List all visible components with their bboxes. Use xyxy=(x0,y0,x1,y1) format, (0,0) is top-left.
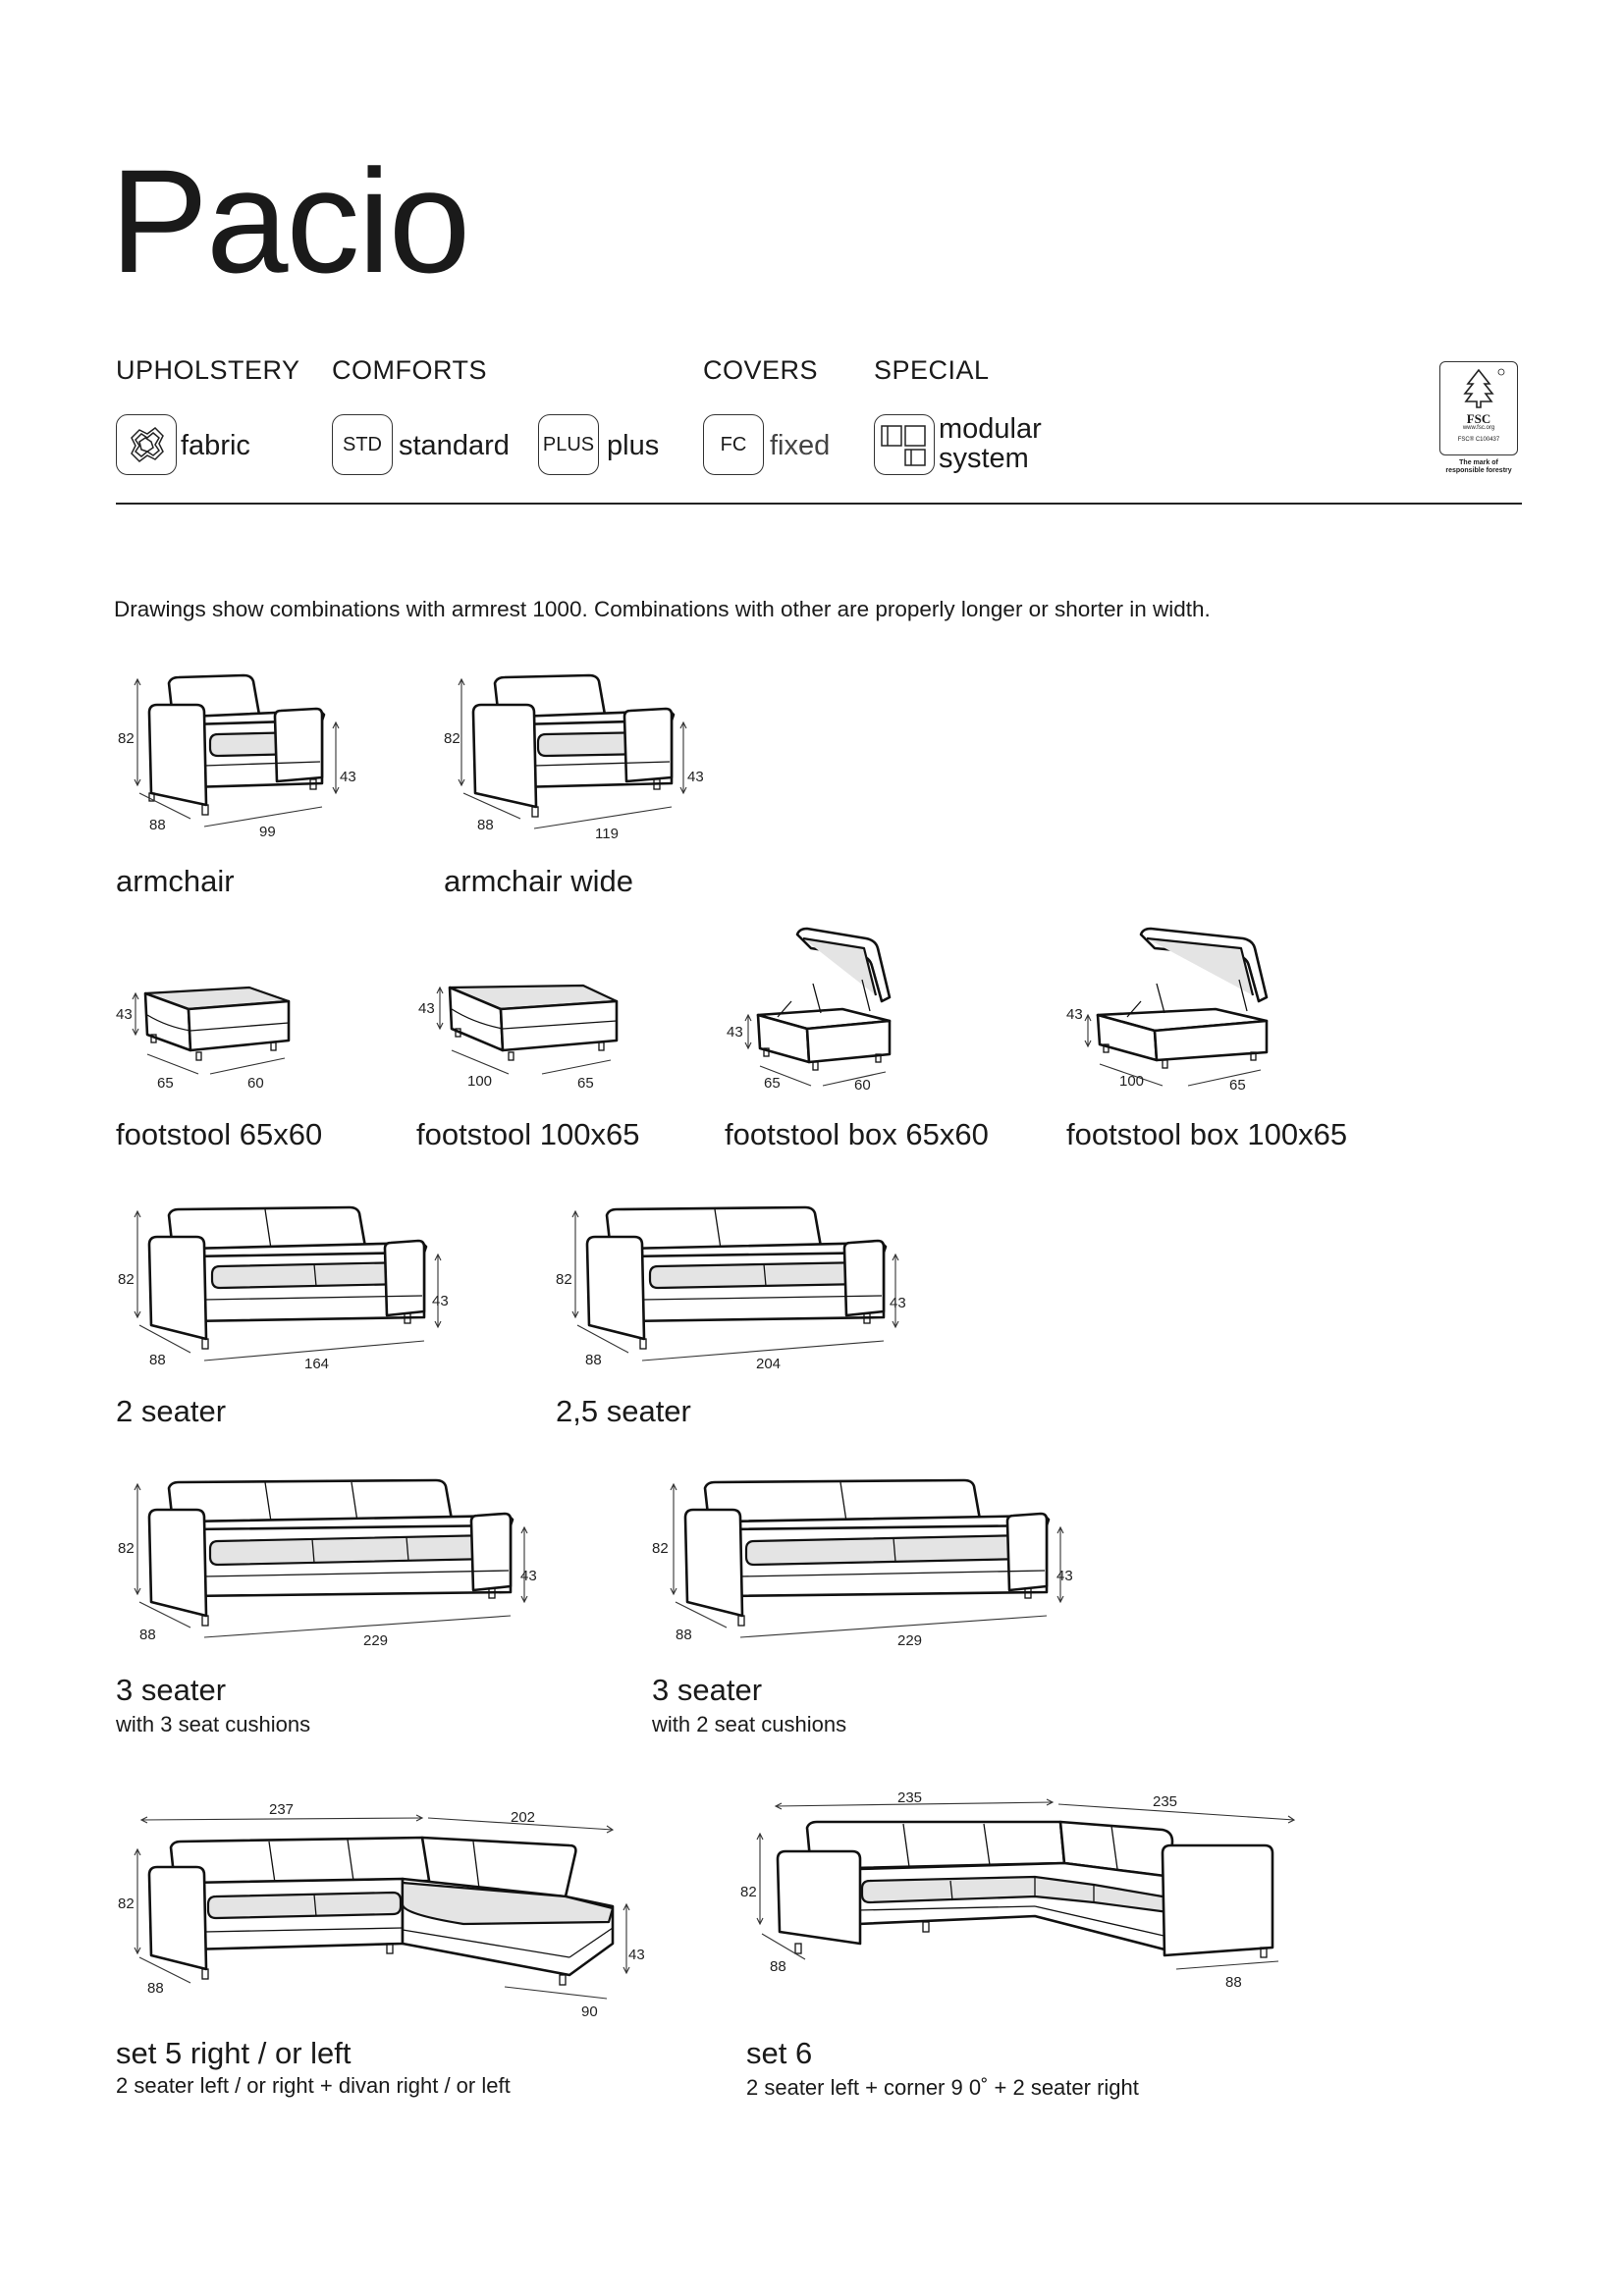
fsc-name: FSC xyxy=(1466,411,1491,426)
page-title: Pacio xyxy=(110,138,469,303)
plus-label: plus xyxy=(607,430,660,461)
category-covers: COVERS xyxy=(703,355,819,385)
fsc-tagline xyxy=(1434,459,1524,475)
3-seater-2-width: 229 xyxy=(897,1632,923,1649)
footstool-box-100x65-b: 65 xyxy=(1229,1077,1246,1094)
caption-3-seater-3-cushions: 3 seater xyxy=(116,1673,227,1707)
subcaption-3-seater-3-cushions: with 3 seat cushions xyxy=(116,1712,311,1736)
2-seater-depth: 88 xyxy=(149,1352,166,1368)
set-6-width-1: 235 xyxy=(897,1789,923,1806)
set-5-drawing xyxy=(108,1801,658,2032)
caption-set-5: set 5 right / or left xyxy=(116,2036,352,2070)
footstool-box-65x60-drawing xyxy=(719,923,925,1099)
std-badge: STD xyxy=(332,414,393,475)
footstool-box-65x60-b: 60 xyxy=(854,1077,871,1094)
caption-set-6: set 6 xyxy=(746,2036,813,2070)
set-5-depth: 88 xyxy=(147,1980,164,1997)
armchair-wide-drawing xyxy=(436,667,711,854)
2-5-seater-seat-height: 43 xyxy=(890,1295,906,1311)
footstool-box-100x65-height: 43 xyxy=(1066,1006,1083,1023)
footstool-65x60-drawing xyxy=(108,972,304,1099)
subcaption-set-6: 2 seater left + corner 9 0˚ + 2 seater right xyxy=(746,2075,1139,2100)
modular-label-line1: modular xyxy=(939,413,1042,445)
fsc-tagline-1: The mark of xyxy=(1459,459,1498,466)
3-seater-3-width: 229 xyxy=(363,1632,389,1649)
footstool-100x65-height: 43 xyxy=(418,1000,435,1017)
set-5-seat-height: 43 xyxy=(628,1947,645,1963)
fsc-code: FSC® C100437 xyxy=(1457,437,1500,443)
set-6-height: 82 xyxy=(740,1884,757,1900)
fc-badge: FC xyxy=(703,414,764,475)
armchair-wide-height: 82 xyxy=(444,730,460,747)
3-seater-2-depth: 88 xyxy=(676,1627,692,1643)
set-5-width-1: 237 xyxy=(269,1801,295,1818)
std-label: standard xyxy=(399,430,510,461)
fsc-tagline-2: responsible forestry xyxy=(1445,467,1512,474)
fsc-logo xyxy=(1439,361,1518,455)
caption-2-seater: 2 seater xyxy=(116,1394,227,1428)
set-6-width-2: 235 xyxy=(1153,1793,1178,1810)
footstool-box-65x60-height: 43 xyxy=(727,1024,743,1041)
fc-label: fixed xyxy=(770,430,831,461)
footstool-65x60-b: 60 xyxy=(247,1075,264,1092)
footstool-box-100x65-a: 100 xyxy=(1119,1073,1145,1090)
set-6-drawing xyxy=(740,1789,1310,2020)
combination-note: Drawings show combinations with armrest 1000. Combinations with other are properly longer or shorter in width. xyxy=(114,597,1211,621)
2-5-seater-height: 82 xyxy=(556,1271,572,1288)
caption-footstool-box-100x65: footstool box 100x65 xyxy=(1066,1117,1348,1151)
3-seater-3-depth: 88 xyxy=(139,1627,156,1643)
fsc-site: www.fsc.org xyxy=(1462,425,1495,431)
caption-footstool-65x60: footstool 65x60 xyxy=(116,1117,323,1151)
3-seater-3-height: 82 xyxy=(118,1540,135,1557)
caption-armchair-wide: armchair wide xyxy=(444,864,633,898)
armchair-seat-height: 43 xyxy=(340,769,356,785)
set-6-depth: 88 xyxy=(770,1958,786,1975)
2-5-seater-drawing xyxy=(546,1200,939,1386)
2-seater-height: 82 xyxy=(118,1271,135,1288)
armchair-height: 82 xyxy=(118,730,135,747)
armchair-wide-depth: 88 xyxy=(477,817,494,833)
modular-icon xyxy=(874,414,935,475)
caption-footstool-100x65: footstool 100x65 xyxy=(416,1117,640,1151)
set-5-width-2: 202 xyxy=(511,1809,536,1826)
footstool-100x65-drawing xyxy=(410,972,636,1099)
3-seater-3-seat-height: 43 xyxy=(520,1568,537,1584)
caption-3-seater-2-cushions: 3 seater xyxy=(652,1673,763,1707)
header-divider xyxy=(116,503,1522,505)
footstool-box-65x60-a: 65 xyxy=(764,1075,781,1092)
armchair-wide-width: 119 xyxy=(595,826,619,842)
3-seater-2-height: 82 xyxy=(652,1540,669,1557)
fabric-icon xyxy=(116,414,177,475)
armchair-depth: 88 xyxy=(149,817,166,833)
fabric-label: fabric xyxy=(181,430,250,461)
footstool-100x65-b: 65 xyxy=(577,1075,594,1092)
modular-label-line2: system xyxy=(939,443,1029,474)
caption-footstool-box-65x60: footstool box 65x60 xyxy=(725,1117,989,1151)
armchair-wide-seat-height: 43 xyxy=(687,769,704,785)
plus-badge: PLUS xyxy=(538,414,599,475)
category-special: SPECIAL xyxy=(874,355,990,385)
subcaption-3-seater-2-cushions: with 2 seat cushions xyxy=(652,1712,847,1736)
set-6-depth-2: 88 xyxy=(1225,1974,1242,1991)
2-seater-width: 164 xyxy=(304,1356,330,1372)
footstool-100x65-a: 100 xyxy=(467,1073,493,1090)
3-seater-2-seat-height: 43 xyxy=(1056,1568,1073,1584)
footstool-box-100x65-drawing xyxy=(1058,923,1294,1099)
category-upholstery: UPHOLSTERY xyxy=(116,355,300,385)
footstool-65x60-height: 43 xyxy=(116,1006,133,1023)
set-5-height: 82 xyxy=(118,1896,135,1912)
3-seater-3-cushions-drawing xyxy=(108,1472,560,1669)
set-5-divan-depth: 90 xyxy=(581,2003,598,2020)
footstool-65x60-a: 65 xyxy=(157,1075,174,1092)
armchair-drawing xyxy=(108,667,363,854)
2-5-seater-width: 204 xyxy=(756,1356,782,1372)
caption-2-5-seater: 2,5 seater xyxy=(556,1394,691,1428)
modular-label xyxy=(939,414,1042,473)
2-seater-drawing xyxy=(108,1200,461,1386)
2-5-seater-depth: 88 xyxy=(585,1352,602,1368)
caption-armchair: armchair xyxy=(116,864,235,898)
3-seater-2-cushions-drawing xyxy=(644,1472,1096,1669)
subcaption-set-5: 2 seater left / or right + divan right / or left xyxy=(116,2073,511,2098)
2-seater-seat-height: 43 xyxy=(432,1293,449,1309)
armchair-width: 99 xyxy=(259,824,276,840)
category-comforts: COMFORTS xyxy=(332,355,487,385)
